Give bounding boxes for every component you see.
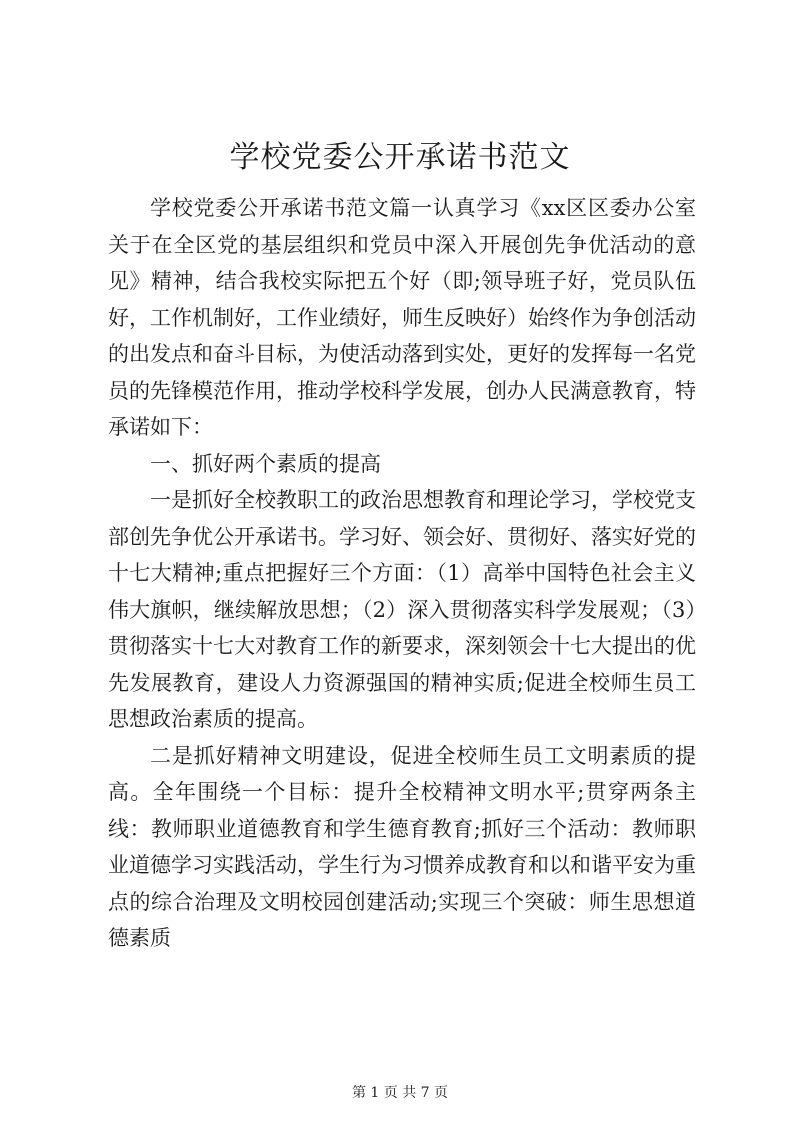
page-number-footer: 第 1 页 共 7 页 <box>351 1085 449 1101</box>
paragraph-political-education: 一是抓好全校教职工的政治思想教育和理论学习，学校党支部创先争优公开承诺书。学习好、领会好、贯彻好、落实好党的十七大精神;重点把握好三个方面：（1）高举中国特色社会主义伟大旗帜，继续解放思想；（2）深入贯彻落实科学发展观；（3）贯彻落实十七大对教育工作的新要求，深刻领会十七大提出的优先发展教育，建设人力资源强国的精神实质;促进全校师生员工思想政治素质的提高。 <box>108 488 696 731</box>
document-body <box>108 190 696 957</box>
paragraph-spiritual-civilization: 二是抓好精神文明建设，促进全校师生员工文明素质的提高。全年围绕一个目标：提升全校精神文明水平;贯穿两条主线：教师职业道德教育和学生德育教育;抓好三个活动：教师职业道德学习实践活动，学生行为习惯养成教育和以和谐平安为重点的综合治理及文明校园创建活动;实现三个突破：师生思想道德素质 <box>108 743 696 950</box>
document-title: 学校党委公开承诺书范文 <box>229 140 571 175</box>
section-heading: 一、抓好两个素质的提高 <box>150 451 381 476</box>
paragraph-intro: 学校党委公开承诺书范文篇一认真学习《xx区区委办公室关于在全区党的基层组织和党员中深入开展创先争优活动的意见》精神，结合我校实际把五个好（即;领导班子好，党员队伍好，工作机制好，工作业绩好，师生反映好）始终作为争创活动的出发点和奋斗目标，为使活动落到实处，更好的发挥每一名党员的先锋模范作用，推动学校科学发展，创办人民满意教育，特承诺如下： <box>108 196 696 439</box>
